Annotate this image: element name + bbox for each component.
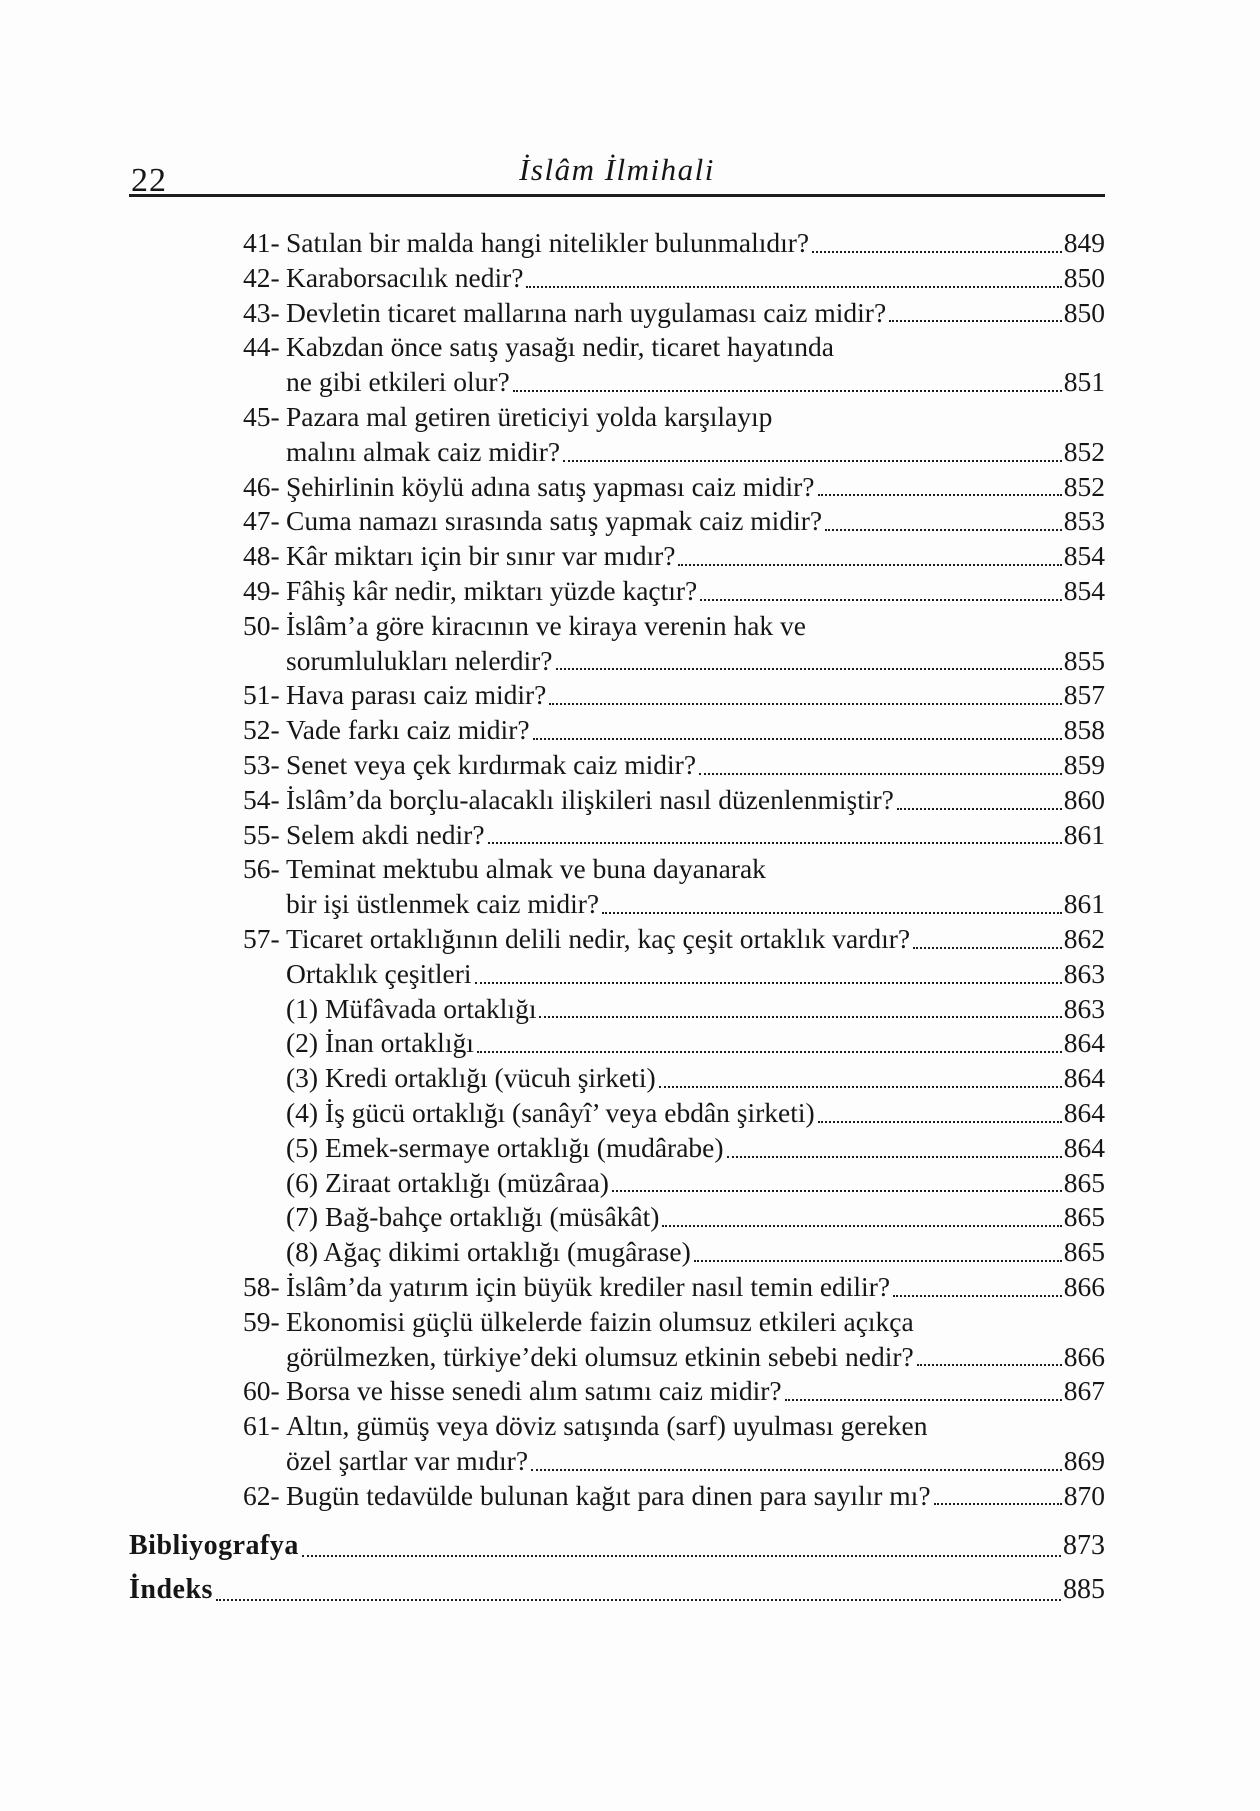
entry-number: 45- (243, 400, 280, 432)
toc-entry-line (243, 1270, 1105, 1305)
toc-entry-line (243, 992, 1105, 1027)
entry-title: Kâr miktarı için bir sınır var mıdır? (286, 540, 676, 572)
entry-page-number: 861 (1063, 888, 1105, 920)
toc-subentry (243, 957, 1105, 992)
toc-entry-line (243, 852, 1105, 887)
entry-number: 49- (243, 574, 280, 606)
toc-entry (243, 609, 1105, 679)
entry-page-number: 865 (1063, 1201, 1105, 1233)
entry-title: Karaborsacılık nedir? (286, 261, 524, 293)
dot-leader (886, 296, 1064, 331)
dot-leader (890, 1270, 1064, 1305)
entry-number: 58- (243, 1270, 280, 1302)
entry-page-number: 850 (1063, 261, 1105, 293)
toc-entry-line (243, 574, 1105, 609)
entry-number: 53- (243, 748, 280, 780)
entry-title: Senet veya çek kırdırmak caiz midir? (286, 748, 697, 780)
entry-title: (6) Ziraat ortaklığı (müzâraa) (286, 1166, 609, 1198)
toc-entry (243, 818, 1105, 853)
toc-entry-line (243, 261, 1105, 296)
toc-entry-line (243, 1166, 1105, 1201)
entry-title: (2) İnan ortaklığı (286, 1027, 474, 1059)
toc-entry (243, 1374, 1105, 1409)
toc-back-matter (129, 1524, 1105, 1612)
toc-entry-line (243, 1444, 1105, 1479)
entry-number: 51- (243, 679, 280, 711)
page-header (129, 0, 1105, 197)
entry-number: 43- (243, 296, 280, 328)
dot-leader (536, 992, 1063, 1027)
toc-entry (243, 1305, 1105, 1375)
entry-title: Pazara mal getiren üreticiyi yolda karşılayıp (286, 400, 773, 432)
dot-leader (815, 1096, 1064, 1131)
entry-page-number: 857 (1063, 679, 1105, 711)
entry-page-number: 864 (1063, 1096, 1105, 1128)
entry-page-number: 863 (1063, 957, 1105, 989)
entry-title: Fâhiş kâr nedir, miktarı yüzde kaçtır? (286, 574, 698, 606)
entry-number: 46- (243, 470, 280, 502)
dot-leader (523, 261, 1063, 296)
page-number: 22 (131, 162, 167, 199)
dot-leader (910, 922, 1064, 957)
dot-leader (510, 365, 1064, 400)
toc-entry-line (243, 748, 1105, 783)
toc-entry-line (243, 226, 1105, 261)
entry-page-number: 866 (1063, 1340, 1105, 1372)
toc-entry (243, 470, 1105, 505)
entry-number: 52- (243, 714, 280, 746)
entry-page-number: 849 (1063, 227, 1105, 258)
dot-leader (609, 1166, 1064, 1201)
table-of-contents (243, 226, 1105, 1513)
entry-title: İslâm’da yatırım için büyük krediler nasıl temin edilir? (286, 1270, 891, 1302)
toc-entry-line (243, 1409, 1105, 1444)
entry-title: bir işi üstlenmek caiz midir? (286, 888, 600, 920)
entry-title: Satılan bir malda hangi nitelikler bulunmalıdır? (286, 227, 810, 258)
dot-leader (894, 783, 1064, 818)
toc-entry (243, 226, 1105, 261)
entry-title: Bugün tedavülde bulunan kağıt para dinen para sayılır mı? (286, 1479, 931, 1511)
entry-page-number: 873 (1063, 1530, 1105, 1561)
entry-page-number: 866 (1063, 1270, 1105, 1302)
entry-page-number: 864 (1063, 1027, 1105, 1059)
entry-title: Cuma namazı sırasında satış yapmak caiz midir? (286, 505, 823, 537)
entry-number: 61- (243, 1410, 280, 1442)
dot-leader (472, 957, 1064, 992)
toc-entry-line (243, 1096, 1105, 1131)
entry-title: Ekonomisi güçlü ülkelerde faizin olumsuz etkileri açıkça (286, 1305, 914, 1337)
dot-leader (474, 1026, 1064, 1061)
toc-entry-line (243, 365, 1105, 400)
dot-leader (696, 748, 1064, 783)
entry-number: 60- (243, 1375, 280, 1407)
entry-title: Hava parası caiz midir? (286, 679, 547, 711)
entry-title: (3) Kredi ortaklığı (vücuh şirketi) (286, 1062, 656, 1094)
toc-entry-line (243, 1340, 1105, 1375)
entry-title: görülmezken, türkiye’deki olumsuz etkinin sebebi nedir? (286, 1340, 914, 1372)
dot-leader (809, 226, 1064, 261)
entry-title: Vade farkı caiz midir? (286, 714, 530, 746)
entry-page-number: 864 (1063, 1062, 1105, 1094)
entry-page-number: 862 (1063, 922, 1105, 954)
dot-leader (485, 818, 1064, 853)
entry-title: Altın, gümüş veya döviz satışında (sarf) uyulması gereken (286, 1410, 928, 1442)
entry-number: 50- (243, 609, 280, 641)
entry-page-number: 867 (1063, 1375, 1105, 1407)
toc-entry (243, 296, 1105, 331)
entry-page-number: 858 (1063, 714, 1105, 746)
toc-entry (243, 852, 1105, 922)
dot-leader (656, 1061, 1064, 1096)
entry-title: malını almak caiz midir? (286, 435, 561, 467)
entry-title: sorumlulukları nelerdir? (286, 644, 553, 676)
entry-page-number: 861 (1063, 818, 1105, 850)
toc-entry (243, 1479, 1105, 1514)
entry-title: İslâm’da borçlu-alacaklı ilişkileri nasıl düzenlenmiştir? (286, 783, 894, 815)
entry-page-number: 855 (1063, 644, 1105, 676)
toc-entry (243, 504, 1105, 539)
toc-entry (243, 539, 1105, 574)
entry-page-number: 852 (1063, 435, 1105, 467)
entry-page-number: 885 (1063, 1574, 1105, 1605)
toc-subentry (243, 1026, 1105, 1061)
entry-page-number: 850 (1063, 296, 1105, 328)
toc-entry-line (243, 887, 1105, 922)
dot-leader (546, 678, 1063, 713)
dot-leader (822, 504, 1064, 539)
toc-entry-line (243, 1374, 1105, 1409)
entry-title: (4) İş gücü ortaklığı (sanâyî’ veya ebdân şirketi) (286, 1096, 815, 1128)
entry-number: 54- (243, 783, 280, 815)
toc-entry (243, 1409, 1105, 1479)
toc-subentry (243, 1235, 1105, 1270)
toc-entry-line (243, 713, 1105, 748)
toc-entry-line (243, 818, 1105, 853)
toc-subentry (243, 1061, 1105, 1096)
entry-title: Teminat mektubu almak ve buna dayanarak (286, 853, 766, 885)
entry-page-number: 865 (1063, 1166, 1105, 1198)
toc-entry (243, 783, 1105, 818)
entry-title: Ticaret ortaklığının delili nedir, kaç çeşit ortaklık vardır? (286, 922, 911, 954)
toc-entry-line (243, 470, 1105, 505)
entry-number: 44- (243, 331, 280, 363)
toc-entry-line (243, 1200, 1105, 1235)
toc-entry-bibliography (129, 1524, 1105, 1568)
toc-entry-index (129, 1568, 1105, 1612)
toc-entry-line (243, 330, 1105, 365)
entry-number: 57- (243, 922, 280, 954)
dot-leader (528, 1444, 1064, 1479)
toc-entry (243, 713, 1105, 748)
dot-leader (659, 1200, 1063, 1235)
entry-number: 42- (243, 261, 280, 293)
toc-entry-line (243, 400, 1105, 435)
toc-entry-line (243, 435, 1105, 470)
entry-number: 41- (243, 227, 280, 258)
entry-page-number: 853 (1063, 505, 1105, 537)
entry-title: (1) Müfâvada ortaklığı (286, 992, 537, 1024)
entry-page-number: 869 (1063, 1444, 1105, 1476)
dot-leader (560, 435, 1064, 470)
dot-leader (599, 887, 1064, 922)
toc-entry-line (243, 609, 1105, 644)
dot-leader (675, 539, 1063, 574)
dot-leader (530, 713, 1064, 748)
toc-entry-line (243, 1131, 1105, 1166)
entry-page-number: 864 (1063, 1131, 1105, 1163)
toc-entry-line (243, 922, 1105, 957)
entry-page-number: 851 (1063, 366, 1105, 398)
toc-entry (243, 330, 1105, 400)
toc-entry-line (243, 783, 1105, 818)
dot-leader (691, 1235, 1064, 1270)
toc-entry-line (243, 678, 1105, 713)
entry-page-number: 865 (1063, 1236, 1105, 1268)
entry-page-number: 860 (1063, 783, 1105, 815)
entry-number: 59- (243, 1305, 280, 1337)
dot-leader (815, 470, 1064, 505)
entry-title: Kabzdan önce satış yasağı nedir, ticaret hayatında (286, 331, 834, 363)
entry-page-number: 854 (1063, 574, 1105, 606)
dot-leader (931, 1479, 1064, 1514)
entry-title: özel şartlar var mıdır? (286, 1444, 529, 1476)
entry-number: 62- (243, 1479, 280, 1511)
entry-title: Selem akdi nedir? (286, 818, 485, 850)
dot-leader (697, 574, 1063, 609)
toc-entry-line (243, 504, 1105, 539)
entry-title: (8) Ağaç dikimi ortaklığı (mugârase) (286, 1236, 691, 1268)
dot-leader (782, 1374, 1064, 1409)
toc-entry (243, 748, 1105, 783)
entry-title: (7) Bağ-bahçe ortaklığı (müsâkât) (286, 1201, 660, 1233)
entry-title: Devletin ticaret mallarına narh uygulaması caiz midir? (286, 296, 887, 328)
toc-subentry (243, 1200, 1105, 1235)
toc-entry-line (243, 296, 1105, 331)
entry-title: İslâm’a göre kiracının ve kiraya verenin hak ve (286, 609, 806, 641)
entry-number: 55- (243, 818, 280, 850)
toc-entry-line (243, 539, 1105, 574)
entry-title: (5) Emek-sermaye ortaklığı (mudârabe) (286, 1131, 724, 1163)
toc-entry (243, 1270, 1105, 1305)
entry-title: Şehirlinin köylü adına satış yapması caiz midir? (286, 470, 815, 502)
dot-leader (299, 1524, 1063, 1568)
toc-subentry (243, 1131, 1105, 1166)
toc-entry (243, 922, 1105, 957)
toc-entry-line (243, 1305, 1105, 1340)
entry-title: ne gibi etkileri olur? (286, 366, 510, 398)
entry-title: Ortaklık çeşitleri (286, 957, 472, 989)
toc-entry (243, 261, 1105, 296)
entry-page-number: 859 (1063, 748, 1105, 780)
entry-page-number: 863 (1063, 992, 1105, 1024)
dot-leader (213, 1568, 1063, 1612)
toc-entry-line (243, 1479, 1105, 1514)
entry-number: 48- (243, 540, 280, 572)
toc-subentry (243, 1096, 1105, 1131)
toc-entry-line (243, 1235, 1105, 1270)
back-matter-label: İndeks (129, 1574, 213, 1605)
entry-page-number: 854 (1063, 540, 1105, 572)
toc-entry-line (243, 1061, 1105, 1096)
dot-leader (724, 1131, 1064, 1166)
toc-entry (243, 678, 1105, 713)
dot-leader (553, 644, 1064, 679)
dot-leader (914, 1340, 1064, 1375)
toc-entry-line (243, 957, 1105, 992)
entry-number: 47- (243, 505, 280, 537)
entry-title: Borsa ve hisse senedi alım satımı caiz midir? (286, 1375, 782, 1407)
entry-page-number: 852 (1063, 470, 1105, 502)
toc-subentry (243, 1166, 1105, 1201)
toc-entry-line (243, 1026, 1105, 1061)
toc-entry (243, 400, 1105, 470)
toc-subentry (243, 992, 1105, 1027)
back-matter-label: Bibliyografya (129, 1530, 299, 1561)
toc-entry (243, 574, 1105, 609)
toc-entry-line (243, 644, 1105, 679)
entry-page-number: 870 (1063, 1479, 1105, 1511)
entry-number: 56- (243, 853, 280, 885)
running-title: İslâm İlmihali (519, 152, 715, 187)
